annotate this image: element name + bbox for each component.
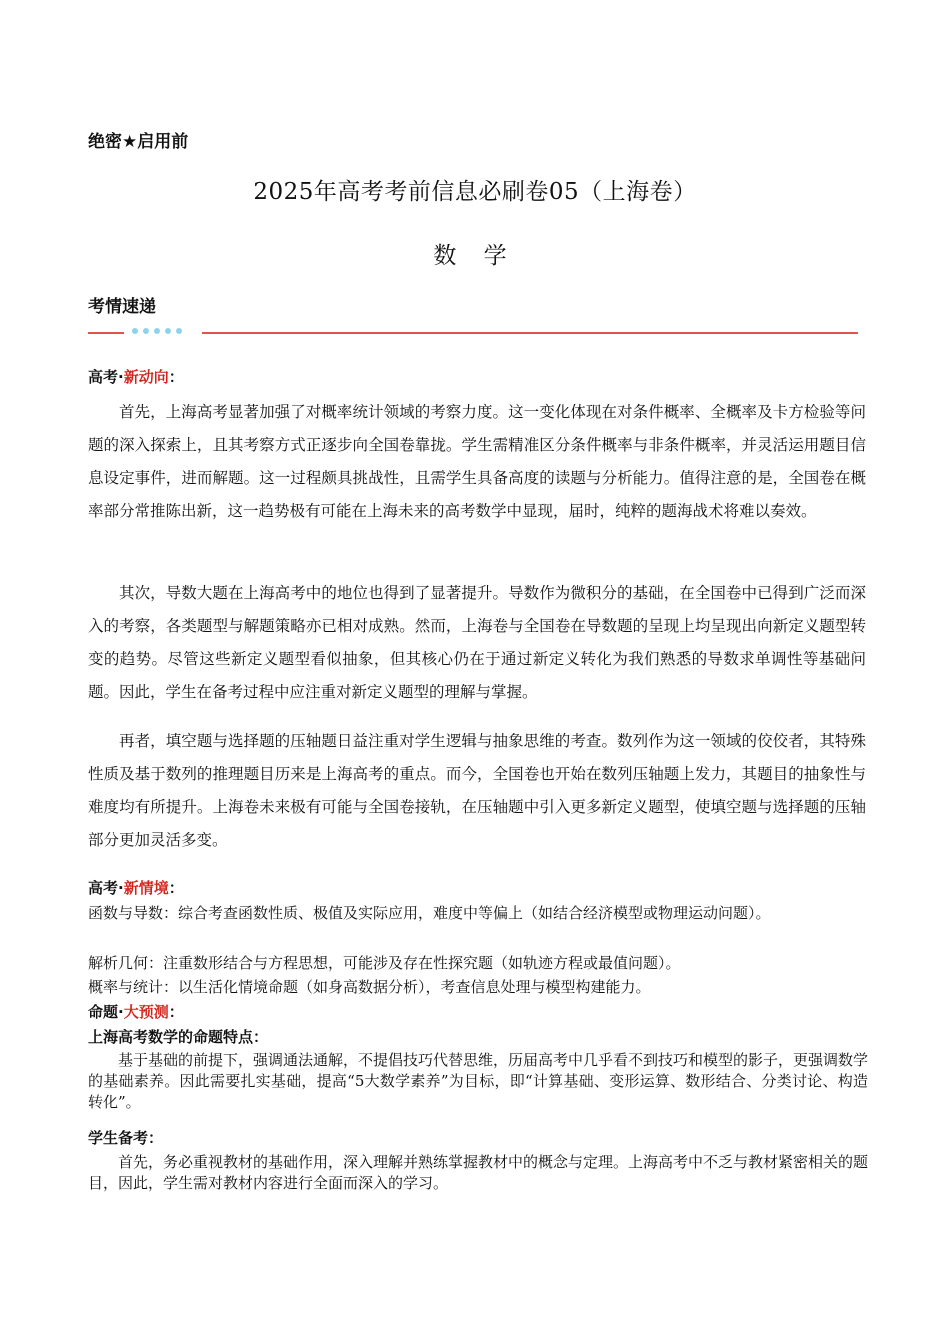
direction-paragraph-3: 再者，填空题与选择题的压轴题日益注重对学生逻辑与抽象思维的考查。数列作为这一领域的佼佼者，其特殊性质及基于数列的推理题目历来是上海高考的重点。而今，全国卷也开始在数列压轴题上发力，其题目的抽象性与难度均有所提升。上海卷未来极有可能与全国卷接轨，在压轴题中引入更多新定义题型，使填空题与选择题的压轴部分更加灵活多变。 — [88, 732, 866, 849]
features-heading: 上海高考数学的命题特点： — [88, 1028, 269, 1046]
prep-heading: 学生备考： — [88, 1129, 164, 1147]
context-line-geometry: 解析几何：注重数形结合与方程思想，可能涉及存在性探究题（如轨迹方程或最值问题）。 — [88, 954, 681, 972]
new-direction-label — [88, 366, 184, 387]
page-title: 2025年高考考前信息必刷卷05（上海卷） — [253, 179, 697, 205]
divider-dots — [132, 328, 182, 334]
label-highlight: 大预测 — [123, 1003, 169, 1021]
label-prefix: 高考· — [88, 368, 124, 386]
prediction-label — [88, 1001, 184, 1022]
divider-dot — [132, 328, 138, 334]
direction-paragraph-2: 其次，导数大题在上海高考中的地位也得到了显著提升。导数作为微积分的基础，在全国卷中已得到广泛而深入的考察，各类题型与解题策略亦已相对成熟。然而，上海卷与全国卷在导数题的呈现上均呈现出向新定义题型转变的趋势。尽管这些新定义题型看似抽象，但其核心仍在于通过新定义转化为我们熟悉的导数求单调性等基础问题。因此，学生在备考过程中应注重对新定义题型的理解与掌握。 — [88, 584, 866, 701]
label-prefix: 高考· — [88, 879, 124, 897]
label-colon: ： — [168, 1003, 184, 1021]
label-colon: ： — [168, 879, 184, 897]
divider-dot — [143, 328, 149, 334]
subject-title: 数 学 — [433, 243, 517, 269]
direction-paragraph-1: 首先，上海高考显著加强了对概率统计领域的考察力度。这一变化体现在对条件概率、全概率及卡方检验等问题的深入探索上，且其考察方式正逐步向全国卷靠拢。学生需精准区分条件概率与非条件概率，并灵活运用题目信息设定事件，进而解题。这一过程颇具挑战性，且需学生具备高度的读题与分析能力。值得注意的是，全国卷在概率部分常推陈出新，这一趋势极有可能在上海未来的高考数学中显现，届时，纯粹的题海战术将难以奏效。 — [88, 403, 866, 520]
confidential-mark: 绝密★启用前 — [88, 132, 189, 152]
prep-paragraph: 首先，务必重视教材的基础作用，深入理解并熟练掌握教材中的概念与定理。上海高考中不乏与教材紧密相关的题目，因此，学生需对教材内容进行全面而深入的学习。 — [88, 1153, 869, 1192]
section-divider — [88, 325, 858, 341]
label-highlight: 新情境 — [123, 879, 169, 897]
divider-dot — [165, 328, 171, 334]
label-prefix: 命题· — [88, 1003, 124, 1021]
label-highlight: 新动向 — [123, 368, 169, 386]
context-line-probability: 概率与统计：以生活化情境命题（如身高数据分析），考查信息处理与模型构建能力。 — [88, 978, 651, 996]
divider-dot — [176, 328, 182, 334]
divider-line-right — [202, 332, 858, 334]
context-line-functions: 函数与导数：综合考查函数性质、极值及实际应用，难度中等偏上（如结合经济模型或物理运动问题）。 — [88, 904, 771, 922]
section-heading: 考情速递 — [88, 297, 156, 317]
divider-line-left — [88, 332, 124, 334]
divider-dot — [154, 328, 160, 334]
label-colon: ： — [168, 368, 184, 386]
features-paragraph: 基于基础的前提下，强调通法通解，不提倡技巧代替思维，历届高考中几乎看不到技巧和模型的影子，更强调数学的基础素养。因此需要扎实基础，提高“5大数学素养”为目标，即“计算基础、变形运算、数形结合、分类讨论、构造转化”。 — [88, 1051, 869, 1111]
new-context-label — [88, 877, 184, 898]
